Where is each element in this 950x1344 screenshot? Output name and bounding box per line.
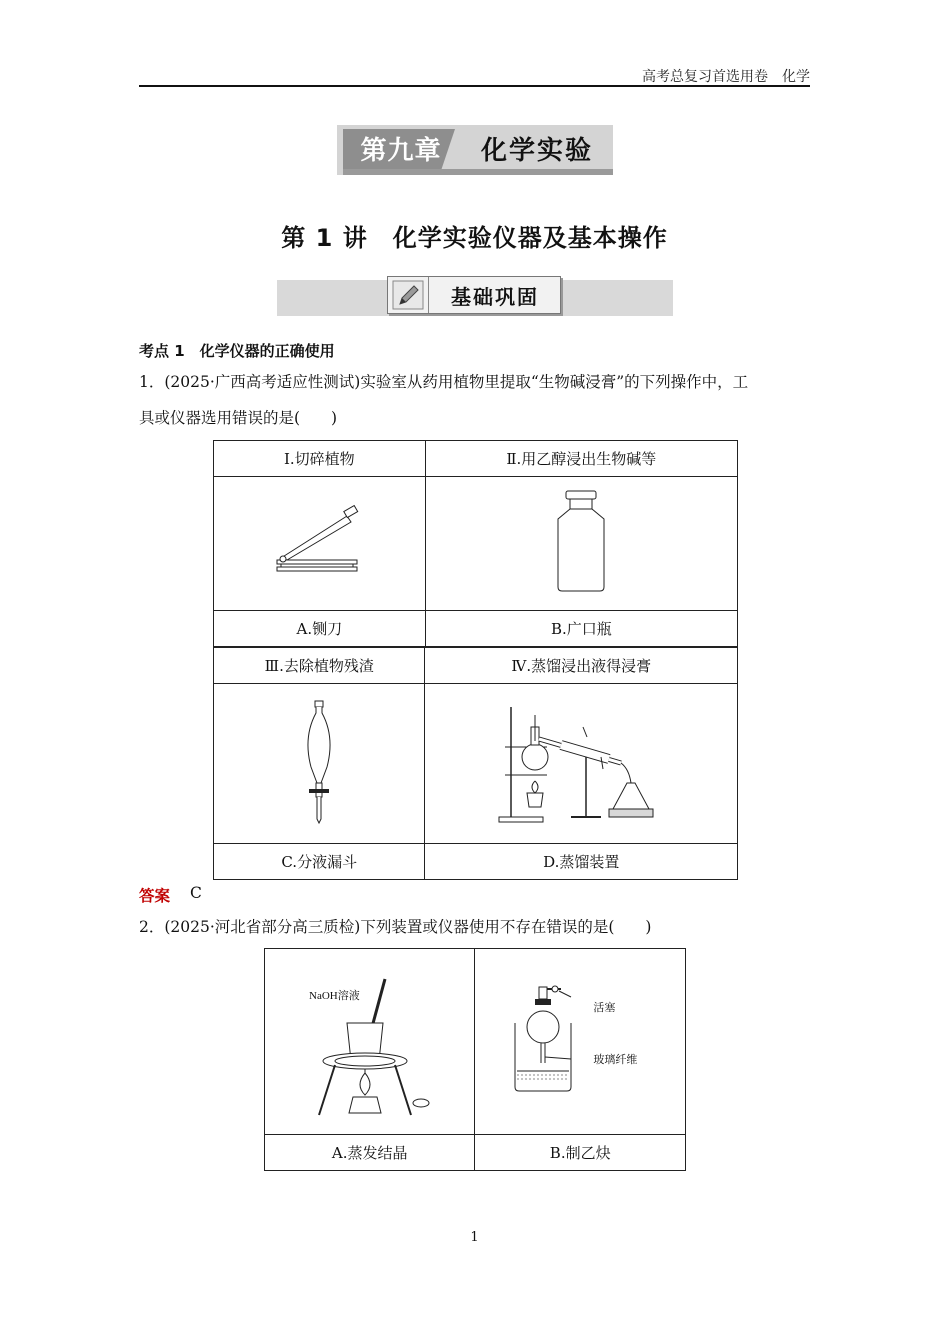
guillotine-knife-image — [269, 502, 369, 582]
q2-image-b-cell — [475, 949, 686, 1135]
chapter-name: 化学实验 — [480, 136, 593, 166]
q1-step2: Ⅱ.用乙醇浸出生物碱等 — [425, 441, 737, 477]
q1-option-b: B.广口瓶 — [425, 611, 737, 647]
running-header: 高考总复习首选用卷 化学 — [642, 69, 810, 85]
q1-table-top — [213, 440, 738, 647]
section-divider — [428, 277, 429, 313]
q1-stem-line1: 1．(2025·广西高考适应性测试)实验室从药用植物里提取“生物碱浸膏”的下列操作中，工 — [139, 373, 749, 391]
naoh-label: NaOH溶液 — [309, 990, 360, 1002]
lesson-title: 第 1 讲 化学实验仪器及基本操作 — [281, 224, 668, 252]
distillation-apparatus-image — [491, 697, 671, 827]
acetylene-setup-image — [495, 975, 625, 1105]
chapter-banner-shadow — [343, 169, 613, 175]
q1-option-a: A.铡刀 — [214, 611, 426, 647]
q1-image-d-cell — [425, 684, 738, 844]
q1-image-a-cell — [214, 477, 426, 611]
q1-stem-line2: 具或仪器选用错误的是( ) — [139, 409, 338, 427]
q1-image-c-cell — [214, 684, 425, 844]
answer-label: 答案 — [139, 887, 171, 905]
chapter-banner — [337, 125, 613, 175]
q2-option-b: B.制乙炔 — [475, 1135, 686, 1171]
answer-value: C — [190, 884, 202, 902]
topic-heading: 考点 1 化学仪器的正确使用 — [139, 342, 335, 360]
glass-fiber-label: 玻璃纤维 — [593, 1054, 638, 1066]
separatory-funnel-image — [289, 697, 349, 827]
section-box — [387, 276, 561, 314]
section-label: 基础巩固 — [451, 285, 539, 309]
chapter-number: 第九章 — [360, 136, 442, 166]
q1-image-b-cell — [425, 477, 737, 611]
q2-image-a-cell — [265, 949, 475, 1135]
q2-table — [264, 948, 686, 1171]
q1-table-bottom — [213, 647, 738, 880]
q2-stem: 2．(2025·河北省部分高三质检)下列装置或仪器使用不存在错误的是( ) — [139, 918, 652, 936]
q1-step4: Ⅳ.蒸馏浸出液得浸膏 — [425, 648, 738, 684]
q1-option-d: D.蒸馏装置 — [425, 844, 738, 880]
header-rule — [139, 85, 810, 87]
q1-step1: Ⅰ.切碎植物 — [214, 441, 426, 477]
wide-mouth-bottle-image — [546, 487, 616, 597]
q1-option-c: C.分液漏斗 — [214, 844, 425, 880]
page-number: 1 — [470, 1230, 479, 1245]
q1-step3: Ⅲ.去除植物残渣 — [214, 648, 425, 684]
valve-label: 活塞 — [593, 1002, 616, 1014]
q2-option-a: A.蒸发结晶 — [265, 1135, 475, 1171]
pencil-icon — [392, 280, 424, 310]
